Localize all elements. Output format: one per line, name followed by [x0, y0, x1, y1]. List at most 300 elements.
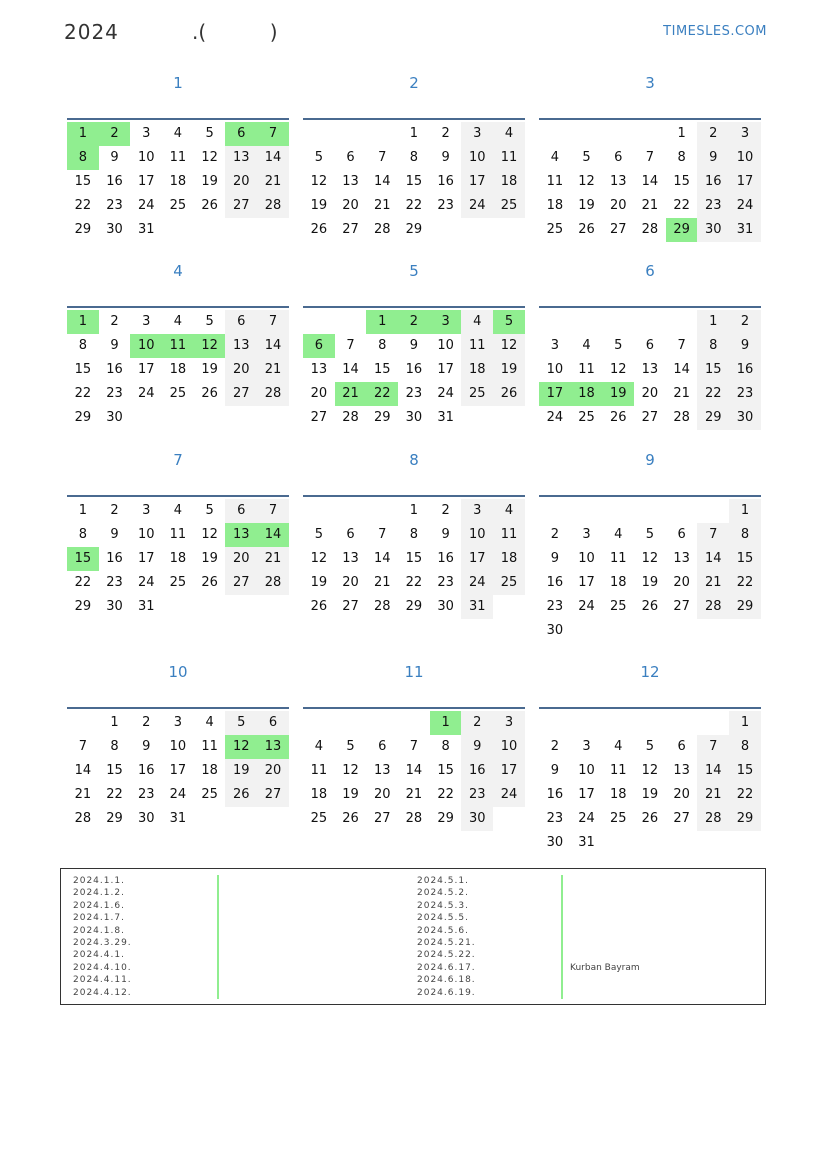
day-cell[interactable]: 26 — [201, 198, 218, 213]
day-cell[interactable]: 3 — [461, 122, 493, 146]
day-cell[interactable]: 15 — [74, 362, 92, 377]
day-cell[interactable]: 25 — [461, 382, 493, 406]
day-cell[interactable]: 6 — [378, 739, 387, 754]
day-cell[interactable]: 18 — [201, 763, 218, 778]
day-cell[interactable]: 9 — [142, 739, 151, 754]
day-cell[interactable]: 22 — [405, 575, 423, 590]
day-cell[interactable]: 6 — [225, 122, 257, 146]
day-cell[interactable]: 5 — [314, 150, 323, 165]
day-cell[interactable]: 24 — [729, 194, 761, 218]
day-cell[interactable]: 13 — [673, 551, 690, 566]
day-cell[interactable]: 26 — [225, 783, 257, 807]
day-cell[interactable]: 5 — [205, 126, 214, 141]
day-cell[interactable]: 10 — [729, 146, 761, 170]
day-cell[interactable]: 28 — [257, 382, 289, 406]
day-cell[interactable]: 9 — [550, 551, 559, 566]
day-cell[interactable]: 24 — [137, 386, 155, 401]
day-cell[interactable]: 9 — [110, 150, 119, 165]
day-cell[interactable]: 26 — [310, 599, 328, 614]
day-cell[interactable]: 29 — [729, 595, 761, 619]
day-cell[interactable]: 29 — [405, 599, 423, 614]
day-cell[interactable]: 12 — [310, 551, 328, 566]
day-cell[interactable]: 25 — [201, 787, 218, 802]
day-cell[interactable]: 8 — [441, 739, 450, 754]
day-cell[interactable]: 10 — [437, 338, 454, 353]
day-cell[interactable]: 8 — [378, 338, 387, 353]
day-cell[interactable]: 21 — [257, 170, 289, 194]
day-cell[interactable]: 10 — [578, 763, 595, 778]
day-cell[interactable]: 17 — [578, 575, 595, 590]
day-cell[interactable]: 12 — [201, 150, 218, 165]
day-cell[interactable]: 21 — [697, 783, 729, 807]
day-cell[interactable]: 8 — [697, 334, 729, 358]
day-cell[interactable]: 23 — [546, 599, 564, 614]
day-cell[interactable]: 4 — [173, 503, 183, 518]
day-cell[interactable]: 27 — [641, 410, 659, 425]
day-cell[interactable]: 29 — [729, 807, 761, 831]
day-cell[interactable]: 20 — [641, 386, 659, 401]
day-cell[interactable]: 9 — [409, 338, 419, 353]
day-cell[interactable]: 27 — [342, 599, 359, 614]
day-cell[interactable]: 26 — [493, 382, 525, 406]
day-cell[interactable]: 16 — [137, 763, 155, 778]
day-cell[interactable]: 14 — [641, 174, 659, 189]
day-cell[interactable]: 20 — [310, 386, 328, 401]
day-cell[interactable]: 15 — [729, 759, 761, 783]
day-cell[interactable]: 5 — [645, 527, 655, 542]
day-cell[interactable]: 20 — [673, 575, 690, 590]
day-cell[interactable]: 6 — [257, 711, 289, 735]
day-cell[interactable]: 11 — [609, 763, 627, 778]
day-cell[interactable]: 6 — [645, 338, 655, 353]
day-cell[interactable]: 1 — [697, 310, 729, 334]
day-cell[interactable]: 2 — [110, 314, 119, 329]
day-cell[interactable]: 1 — [110, 715, 119, 730]
day-cell[interactable]: 15 — [106, 763, 123, 778]
day-cell[interactable]: 28 — [641, 222, 659, 237]
day-cell[interactable]: 21 — [373, 198, 391, 213]
day-cell[interactable]: 24 — [546, 410, 564, 425]
day-cell[interactable]: 30 — [106, 410, 123, 425]
day-cell[interactable]: 9 — [110, 527, 119, 542]
day-cell[interactable]: 25 — [493, 571, 525, 595]
day-cell[interactable]: 7 — [645, 150, 655, 165]
day-cell[interactable]: 7 — [346, 338, 355, 353]
day-cell[interactable]: 17 — [137, 174, 155, 189]
day-cell[interactable]: 13 — [225, 334, 257, 358]
day-cell[interactable]: 18 — [310, 787, 328, 802]
day-cell[interactable]: 29 — [405, 222, 423, 237]
day-cell[interactable]: 5 — [205, 314, 214, 329]
day-cell[interactable]: 16 — [106, 551, 123, 566]
day-cell[interactable]: 17 — [461, 547, 493, 571]
brand-logo[interactable]: TIMESLES.COM — [663, 24, 767, 39]
day-cell[interactable]: 27 — [225, 382, 257, 406]
day-cell[interactable]: 30 — [106, 222, 123, 237]
day-cell[interactable]: 9 — [441, 527, 450, 542]
day-cell[interactable]: 15 — [729, 547, 761, 571]
day-cell[interactable]: 20 — [225, 547, 257, 571]
day-cell[interactable]: 24 — [493, 783, 525, 807]
day-cell[interactable]: 1 — [78, 503, 87, 518]
day-cell[interactable]: 22 — [729, 783, 761, 807]
day-cell[interactable]: 3 — [461, 499, 493, 523]
day-cell[interactable]: 14 — [373, 551, 391, 566]
day-cell[interactable]: 13 — [225, 146, 257, 170]
day-cell[interactable]: 27 — [342, 222, 359, 237]
day-cell[interactable]: 23 — [106, 575, 123, 590]
day-cell[interactable]: 4 — [493, 499, 525, 523]
day-cell[interactable]: 24 — [461, 571, 493, 595]
day-cell[interactable]: 16 — [106, 362, 123, 377]
day-cell[interactable]: 27 — [225, 571, 257, 595]
day-cell[interactable]: 31 — [578, 835, 595, 850]
day-cell[interactable]: 24 — [578, 599, 595, 614]
day-cell[interactable]: 26 — [310, 222, 328, 237]
day-cell[interactable]: 25 — [169, 198, 187, 213]
day-cell[interactable]: 21 — [335, 382, 367, 406]
day-cell[interactable]: 30 — [437, 599, 454, 614]
day-cell[interactable]: 12 — [201, 527, 218, 542]
day-cell[interactable]: 21 — [697, 571, 729, 595]
day-cell[interactable]: 15 — [74, 174, 92, 189]
day-cell[interactable]: 16 — [405, 362, 423, 377]
day-cell[interactable]: 25 — [169, 386, 187, 401]
day-cell[interactable]: 7 — [677, 338, 686, 353]
day-cell[interactable]: 10 — [137, 150, 155, 165]
day-cell[interactable]: 10 — [493, 735, 525, 759]
day-cell[interactable]: 15 — [373, 362, 391, 377]
day-cell[interactable]: 4 — [173, 314, 183, 329]
day-cell[interactable]: 16 — [546, 787, 564, 802]
day-cell[interactable]: 21 — [673, 386, 690, 401]
day-cell[interactable]: 6 — [677, 527, 686, 542]
day-cell[interactable]: 16 — [461, 759, 493, 783]
day-cell[interactable]: 14 — [373, 174, 391, 189]
day-cell[interactable]: 3 — [142, 126, 151, 141]
day-cell[interactable]: 26 — [201, 386, 218, 401]
day-cell[interactable]: 26 — [641, 599, 659, 614]
day-cell[interactable]: 28 — [373, 222, 391, 237]
day-cell[interactable]: 18 — [169, 174, 187, 189]
day-cell[interactable]: 8 — [409, 150, 419, 165]
day-cell[interactable]: 24 — [137, 198, 155, 213]
day-cell[interactable]: 31 — [437, 410, 454, 425]
day-cell[interactable]: 21 — [641, 198, 659, 213]
day-cell[interactable]: 28 — [342, 410, 359, 425]
day-cell[interactable]: 20 — [225, 358, 257, 382]
day-cell[interactable]: 6 — [677, 739, 686, 754]
day-cell[interactable]: 19 — [602, 382, 634, 406]
day-cell[interactable]: 14 — [257, 146, 289, 170]
day-cell[interactable]: 23 — [437, 575, 454, 590]
day-cell[interactable]: 27 — [609, 222, 627, 237]
day-cell[interactable]: 12 — [493, 334, 525, 358]
day-cell[interactable]: 17 — [539, 382, 571, 406]
day-cell[interactable]: 9 — [461, 735, 493, 759]
day-cell[interactable]: 7 — [378, 150, 387, 165]
day-cell[interactable]: 31 — [137, 222, 155, 237]
day-cell[interactable]: 31 — [169, 811, 187, 826]
day-cell[interactable]: 5 — [225, 711, 257, 735]
day-cell[interactable]: 12 — [609, 362, 627, 377]
day-cell[interactable]: 29 — [373, 410, 391, 425]
day-cell[interactable]: 28 — [373, 599, 391, 614]
day-cell[interactable]: 18 — [461, 358, 493, 382]
day-cell[interactable]: 19 — [201, 174, 218, 189]
day-cell[interactable]: 12 — [194, 334, 226, 358]
day-cell[interactable]: 12 — [641, 763, 659, 778]
day-cell[interactable]: 23 — [437, 198, 454, 213]
day-cell[interactable]: 19 — [310, 575, 328, 590]
day-cell[interactable]: 3 — [430, 310, 462, 334]
day-cell[interactable]: 18 — [571, 382, 603, 406]
day-cell[interactable]: 31 — [461, 595, 493, 619]
day-cell[interactable]: 1 — [409, 126, 419, 141]
day-cell[interactable]: 11 — [461, 334, 493, 358]
day-cell[interactable]: 6 — [614, 150, 623, 165]
day-cell[interactable]: 13 — [373, 763, 391, 778]
day-cell[interactable]: 14 — [74, 763, 92, 778]
day-cell[interactable]: 27 — [673, 599, 690, 614]
day-cell[interactable]: 25 — [609, 811, 627, 826]
day-cell[interactable]: 14 — [673, 362, 690, 377]
day-cell[interactable]: 24 — [169, 787, 187, 802]
day-cell[interactable]: 12 — [578, 174, 595, 189]
day-cell[interactable]: 15 — [405, 551, 423, 566]
day-cell[interactable]: 21 — [74, 787, 92, 802]
day-cell[interactable]: 13 — [673, 763, 690, 778]
day-cell[interactable]: 24 — [137, 575, 155, 590]
day-cell[interactable]: 28 — [697, 807, 729, 831]
day-cell[interactable]: 14 — [342, 362, 359, 377]
day-cell[interactable]: 19 — [310, 198, 328, 213]
day-cell[interactable]: 3 — [729, 122, 761, 146]
day-cell[interactable]: 5 — [346, 739, 355, 754]
day-cell[interactable]: 12 — [641, 551, 659, 566]
day-cell[interactable]: 10 — [546, 362, 564, 377]
day-cell[interactable]: 15 — [673, 174, 690, 189]
day-cell[interactable]: 9 — [441, 150, 450, 165]
day-cell[interactable]: 17 — [493, 759, 525, 783]
day-cell[interactable]: 11 — [493, 523, 525, 547]
day-cell[interactable]: 5 — [493, 310, 525, 334]
day-cell[interactable]: 2 — [99, 122, 131, 146]
day-cell[interactable]: 15 — [697, 358, 729, 382]
day-cell[interactable]: 5 — [645, 739, 655, 754]
day-cell[interactable]: 4 — [173, 126, 183, 141]
day-cell[interactable]: 7 — [257, 122, 289, 146]
day-cell[interactable]: 14 — [257, 334, 289, 358]
day-cell[interactable]: 4 — [614, 739, 623, 754]
day-cell[interactable]: 28 — [257, 194, 289, 218]
day-cell[interactable]: 22 — [74, 198, 92, 213]
day-cell[interactable]: 25 — [546, 222, 564, 237]
day-cell[interactable]: 22 — [405, 198, 423, 213]
day-cell[interactable]: 23 — [697, 194, 729, 218]
day-cell[interactable]: 11 — [546, 174, 564, 189]
day-cell[interactable]: 13 — [342, 551, 359, 566]
day-cell[interactable]: 3 — [582, 527, 591, 542]
day-cell[interactable]: 2 — [441, 126, 450, 141]
day-cell[interactable]: 15 — [437, 763, 454, 778]
day-cell[interactable]: 30 — [106, 599, 123, 614]
day-cell[interactable]: 17 — [437, 362, 454, 377]
day-cell[interactable]: 28 — [673, 410, 690, 425]
day-cell[interactable]: 15 — [67, 547, 99, 571]
day-cell[interactable]: 23 — [137, 787, 155, 802]
day-cell[interactable]: 21 — [373, 575, 391, 590]
day-cell[interactable]: 29 — [74, 410, 92, 425]
day-cell[interactable]: 23 — [106, 198, 123, 213]
day-cell[interactable]: 19 — [225, 759, 257, 783]
day-cell[interactable]: 6 — [225, 499, 257, 523]
day-cell[interactable]: 21 — [405, 787, 423, 802]
day-cell[interactable]: 4 — [314, 739, 323, 754]
day-cell[interactable]: 19 — [641, 787, 659, 802]
day-cell[interactable]: 1 — [729, 711, 761, 735]
day-cell[interactable]: 25 — [578, 410, 595, 425]
day-cell[interactable]: 25 — [169, 575, 187, 590]
day-cell[interactable]: 4 — [205, 715, 214, 730]
day-cell[interactable]: 12 — [225, 735, 257, 759]
day-cell[interactable]: 8 — [78, 527, 87, 542]
day-cell[interactable]: 3 — [173, 715, 183, 730]
day-cell[interactable]: 13 — [225, 523, 257, 547]
day-cell[interactable]: 20 — [609, 198, 627, 213]
day-cell[interactable]: 11 — [578, 362, 595, 377]
day-cell[interactable]: 12 — [342, 763, 359, 778]
day-cell[interactable]: 10 — [130, 334, 162, 358]
day-cell[interactable]: 5 — [582, 150, 591, 165]
day-cell[interactable]: 8 — [677, 150, 686, 165]
day-cell[interactable]: 18 — [546, 198, 564, 213]
day-cell[interactable]: 13 — [310, 362, 328, 377]
day-cell[interactable]: 9 — [110, 338, 119, 353]
day-cell[interactable]: 7 — [697, 523, 729, 547]
day-cell[interactable]: 7 — [257, 310, 289, 334]
day-cell[interactable]: 29 — [106, 811, 123, 826]
day-cell[interactable]: 8 — [67, 146, 99, 170]
day-cell[interactable]: 28 — [74, 811, 92, 826]
day-cell[interactable]: 19 — [578, 198, 595, 213]
day-cell[interactable]: 30 — [546, 623, 564, 638]
day-cell[interactable]: 11 — [310, 763, 328, 778]
day-cell[interactable]: 27 — [673, 811, 690, 826]
day-cell[interactable]: 2 — [441, 503, 450, 518]
day-cell[interactable]: 7 — [409, 739, 419, 754]
day-cell[interactable]: 22 — [74, 386, 92, 401]
day-cell[interactable]: 10 — [578, 551, 595, 566]
day-cell[interactable]: 2 — [142, 715, 151, 730]
day-cell[interactable]: 16 — [106, 174, 123, 189]
day-cell[interactable]: 30 — [729, 406, 761, 430]
day-cell[interactable]: 26 — [641, 811, 659, 826]
day-cell[interactable]: 3 — [142, 503, 151, 518]
day-cell[interactable]: 24 — [578, 811, 595, 826]
day-cell[interactable]: 9 — [550, 763, 559, 778]
day-cell[interactable]: 10 — [461, 523, 493, 547]
day-cell[interactable]: 30 — [697, 218, 729, 242]
day-cell[interactable]: 26 — [201, 575, 218, 590]
day-cell[interactable]: 23 — [106, 386, 123, 401]
day-cell[interactable]: 10 — [169, 739, 187, 754]
day-cell[interactable]: 7 — [697, 735, 729, 759]
day-cell[interactable]: 23 — [546, 811, 564, 826]
day-cell[interactable]: 4 — [461, 310, 493, 334]
day-cell[interactable]: 23 — [729, 382, 761, 406]
day-cell[interactable]: 2 — [697, 122, 729, 146]
day-cell[interactable]: 1 — [67, 310, 99, 334]
day-cell[interactable]: 12 — [310, 174, 328, 189]
day-cell[interactable]: 24 — [437, 386, 454, 401]
day-cell[interactable]: 21 — [257, 358, 289, 382]
day-cell[interactable]: 13 — [609, 174, 627, 189]
day-cell[interactable]: 23 — [461, 783, 493, 807]
day-cell[interactable]: 28 — [697, 595, 729, 619]
day-cell[interactable]: 22 — [74, 575, 92, 590]
day-cell[interactable]: 3 — [582, 739, 591, 754]
day-cell[interactable]: 29 — [437, 811, 454, 826]
day-cell[interactable]: 1 — [67, 122, 99, 146]
day-cell[interactable]: 11 — [169, 150, 187, 165]
day-cell[interactable]: 21 — [257, 547, 289, 571]
day-cell[interactable]: 19 — [201, 362, 218, 377]
day-cell[interactable]: 4 — [614, 527, 623, 542]
day-cell[interactable]: 28 — [257, 571, 289, 595]
day-cell[interactable]: 9 — [697, 146, 729, 170]
day-cell[interactable]: 7 — [78, 739, 87, 754]
day-cell[interactable]: 29 — [74, 222, 92, 237]
day-cell[interactable]: 20 — [225, 170, 257, 194]
day-cell[interactable]: 25 — [609, 599, 627, 614]
day-cell[interactable]: 5 — [314, 527, 323, 542]
day-cell[interactable]: 30 — [461, 807, 493, 831]
day-cell[interactable]: 18 — [493, 170, 525, 194]
day-cell[interactable]: 3 — [550, 338, 559, 353]
day-cell[interactable]: 27 — [310, 410, 328, 425]
day-cell[interactable]: 14 — [257, 523, 289, 547]
day-cell[interactable]: 23 — [405, 386, 423, 401]
day-cell[interactable]: 16 — [546, 575, 564, 590]
day-cell[interactable]: 20 — [257, 759, 289, 783]
day-cell[interactable]: 14 — [405, 763, 423, 778]
day-cell[interactable]: 11 — [169, 527, 187, 542]
day-cell[interactable]: 10 — [461, 146, 493, 170]
day-cell[interactable]: 4 — [582, 338, 591, 353]
day-cell[interactable]: 16 — [697, 170, 729, 194]
day-cell[interactable]: 8 — [78, 338, 87, 353]
day-cell[interactable]: 3 — [493, 711, 525, 735]
day-cell[interactable]: 25 — [310, 811, 328, 826]
day-cell[interactable]: 27 — [373, 811, 391, 826]
day-cell[interactable]: 11 — [609, 551, 627, 566]
day-cell[interactable]: 18 — [609, 787, 627, 802]
day-cell[interactable]: 14 — [697, 759, 729, 783]
day-cell[interactable]: 8 — [409, 527, 419, 542]
day-cell[interactable]: 30 — [546, 835, 564, 850]
day-cell[interactable]: 17 — [461, 170, 493, 194]
day-cell[interactable]: 7 — [257, 499, 289, 523]
day-cell[interactable]: 20 — [342, 575, 359, 590]
day-cell[interactable]: 22 — [106, 787, 123, 802]
day-cell[interactable]: 2 — [550, 739, 559, 754]
day-cell[interactable]: 2 — [550, 527, 559, 542]
day-cell[interactable]: 17 — [578, 787, 595, 802]
day-cell[interactable]: 8 — [110, 739, 119, 754]
day-cell[interactable]: 20 — [342, 198, 359, 213]
day-cell[interactable]: 16 — [437, 551, 454, 566]
